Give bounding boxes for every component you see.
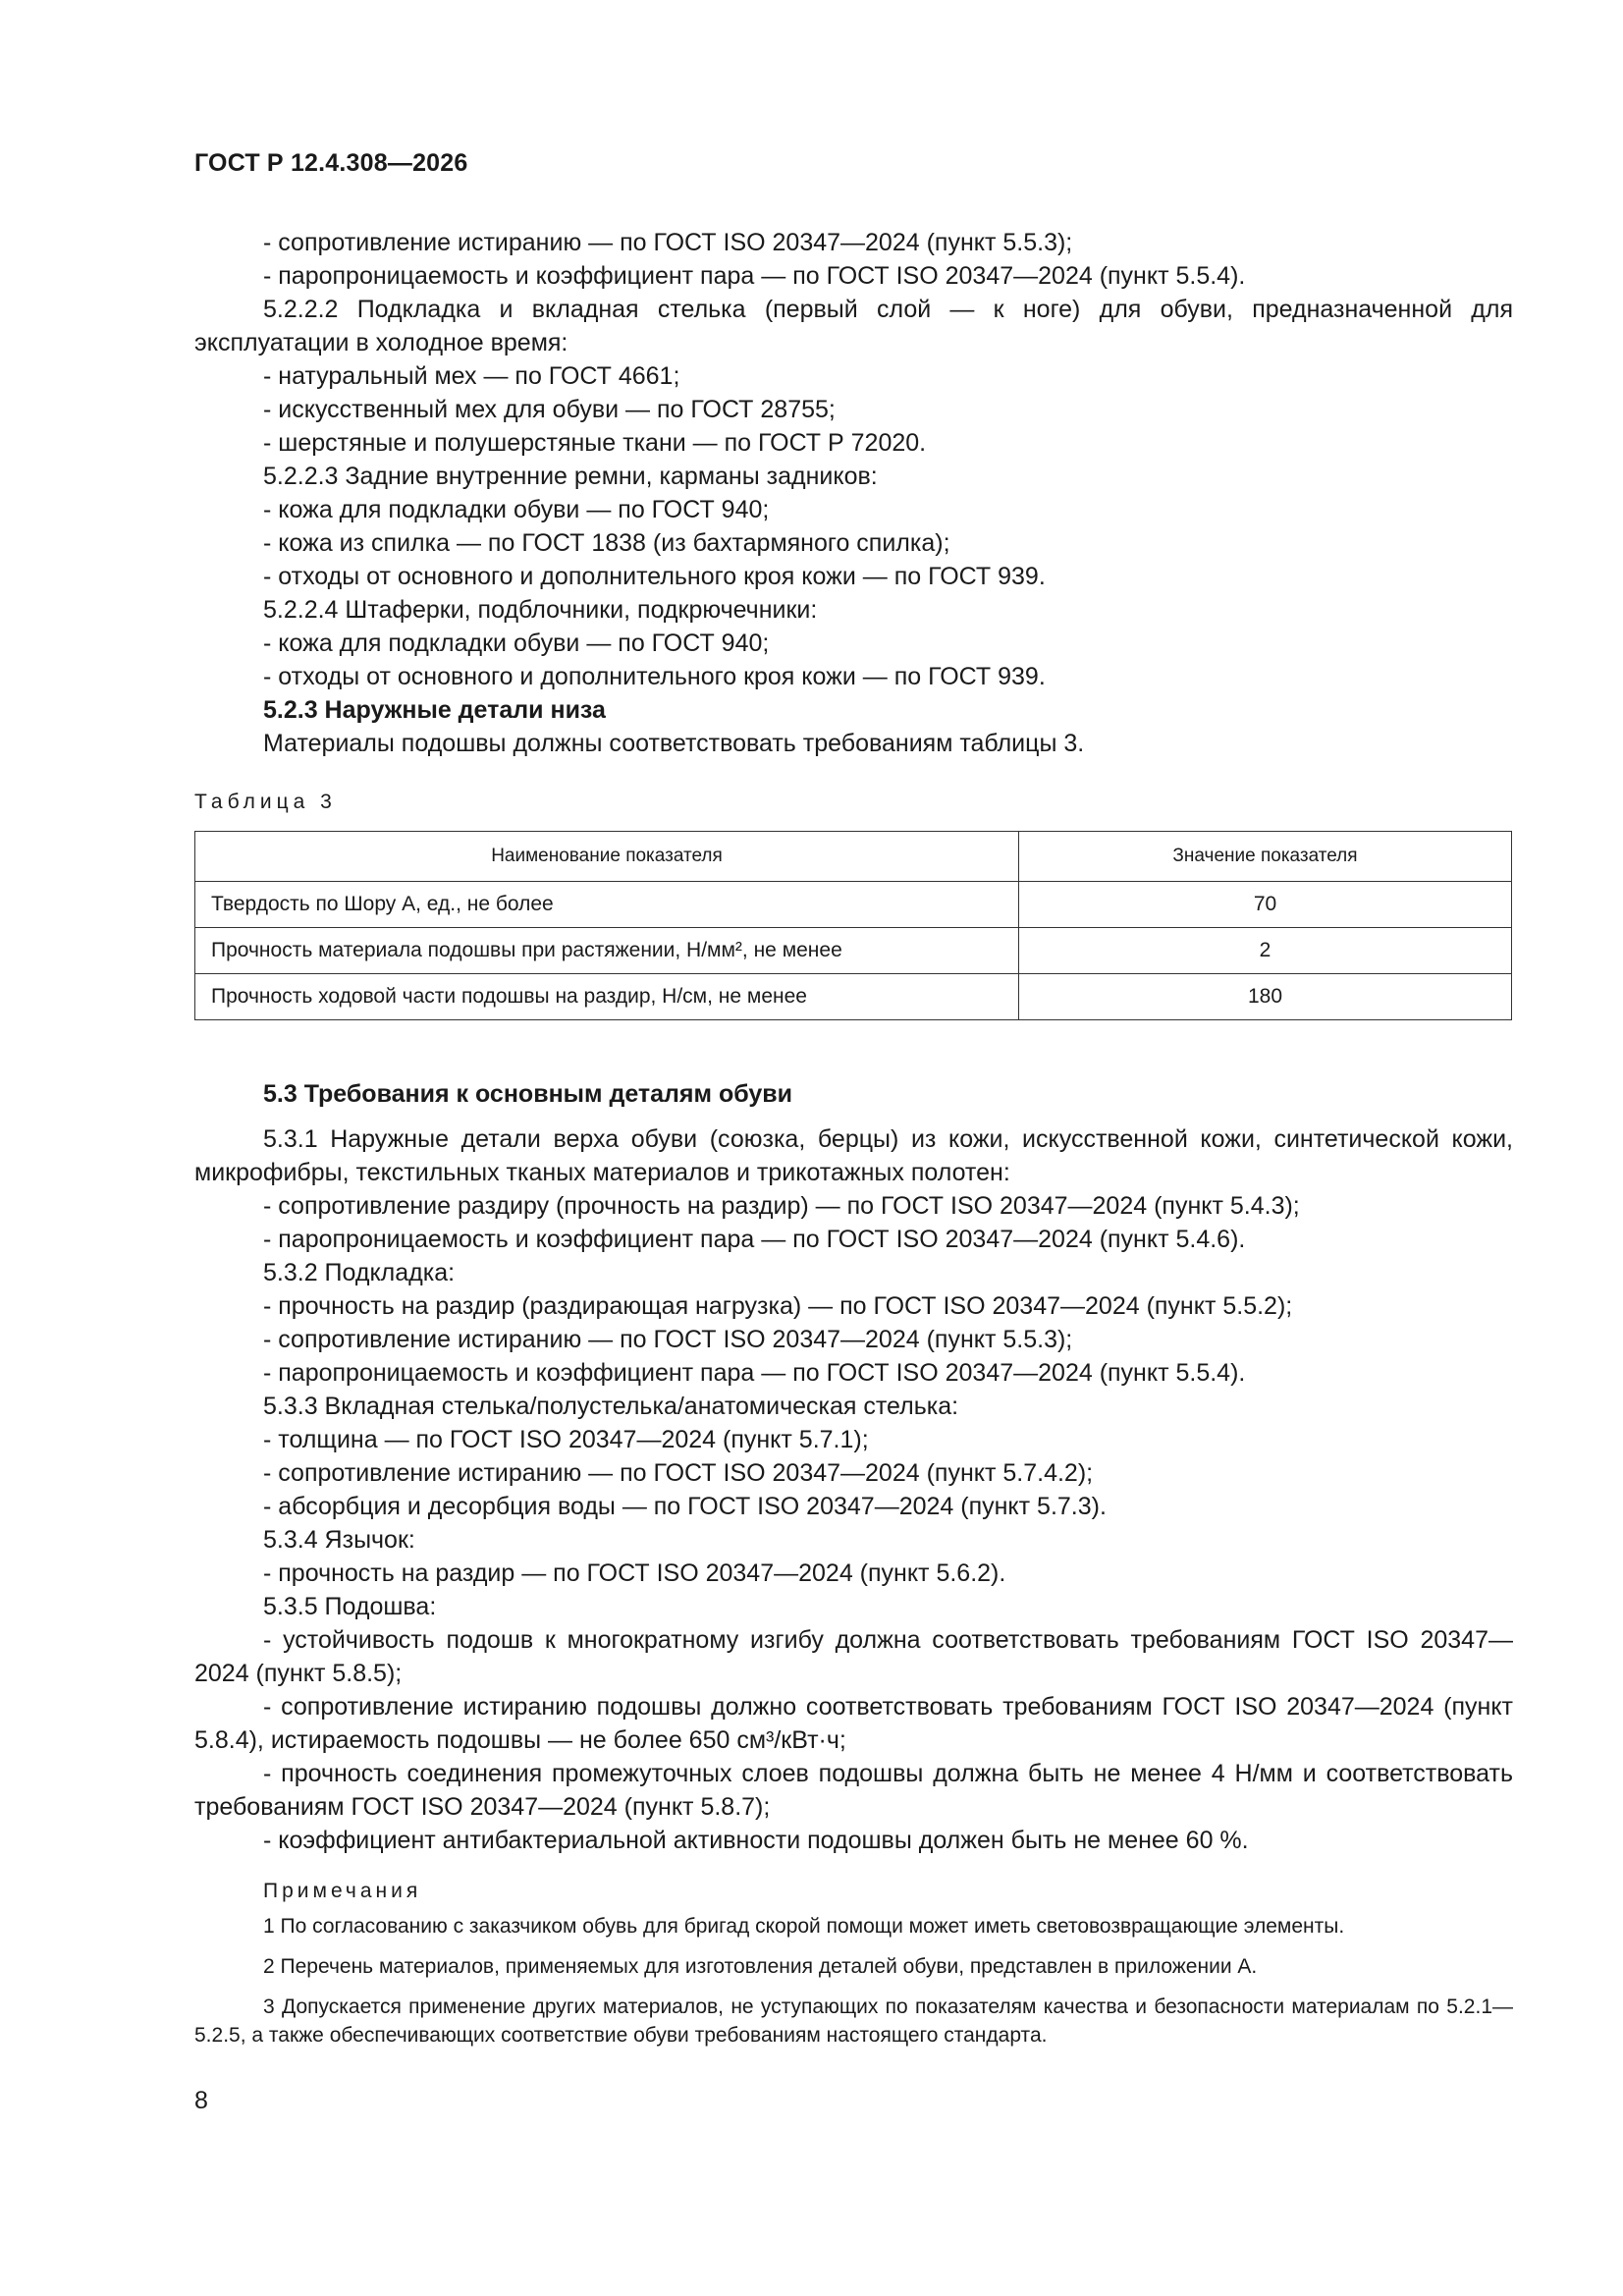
- list-item: - кожа из спилка — по ГОСТ 1838 (из бахтармяного спилка);: [263, 529, 950, 557]
- list-item: - натуральный мех — по ГОСТ 4661;: [263, 362, 680, 390]
- paragraph-5-2-2-2: 5.2.2.2 Подкладка и вкладная стелька (первый слой — к ноге) для обуви, предназначенной для эксплуатации в холодное время:: [194, 296, 1513, 356]
- table-3: [194, 831, 1512, 1020]
- sole-requirement: - прочность соединения промежуточных слоев подошвы должна быть не менее 4 Н/мм и соответствовать требованиям ГОСТ ISO 20347—2024 (пункт 5.8.7);: [194, 1760, 1513, 1821]
- subclause-heading: 5.3.4 Язычок:: [263, 1526, 415, 1554]
- page-content: [194, 226, 1513, 2061]
- list-item: - шерстяные и полушерстяные ткани — по ГОСТ Р 72020.: [263, 429, 927, 457]
- list-item: - паропроницаемость и коэффициент пара — по ГОСТ ISO 20347—2024 (пункт 5.4.6).: [263, 1226, 1246, 1253]
- list-item: - сопротивление истиранию — по ГОСТ ISO 20347—2024 (пункт 5.5.3);: [263, 229, 1073, 256]
- list-item: - сопротивление раздиру (прочность на раздир) — по ГОСТ ISO 20347—2024 (пункт 5.4.3);: [263, 1192, 1300, 1220]
- list-item: - кожа для подкладки обуви — по ГОСТ 940;: [263, 629, 770, 657]
- section-5-3-title: 5.3 Требования к основным деталям обуви: [263, 1080, 792, 1108]
- sole-requirement: - сопротивление истиранию подошвы должно соответствовать требованиям ГОСТ ISO 20347—2024 (пункт 5.8.4), истираемость подошвы — не более 650 см³/кВт·ч;: [194, 1693, 1513, 1754]
- list-item: - толщина — по ГОСТ ISO 20347—2024 (пункт 5.7.1);: [263, 1426, 869, 1453]
- note-item: 3 Допускается применение других материалов, не уступающих по показателям качества и безопасности материалам по 5.2.1—5.2.5, а также обеспечивающих соответствие обуви требованиям настоящего стандарта.: [194, 1995, 1513, 2047]
- table-caption: Таблица 3: [194, 791, 337, 813]
- table-cell: Твердость по Шору А, ед., не более: [195, 882, 1019, 928]
- notes-title: Примечания: [263, 1880, 422, 1902]
- paragraph-5-3-1: 5.3.1 Наружные детали верха обуви (союзка, берцы) из кожи, искусственной кожи, синтетической кожи, микрофибры, текстильных тканых материалов и трикотажных полотен:: [194, 1125, 1513, 1186]
- list-item: - абсорбция и десорбция воды — по ГОСТ ISO 20347—2024 (пункт 5.7.3).: [263, 1493, 1107, 1520]
- table-cell: 70: [1019, 882, 1512, 928]
- list-item: - отходы от основного и дополнительного кроя кожи — по ГОСТ 939.: [263, 663, 1046, 690]
- section-5-2-3-text: Материалы подошвы должны соответствовать требованиям таблицы 3.: [263, 730, 1085, 757]
- table-row: [195, 882, 1512, 928]
- list-item: - прочность на раздир — по ГОСТ ISO 20347—2024 (пункт 5.6.2).: [263, 1559, 1006, 1587]
- table-header-cell: Значение показателя: [1019, 832, 1512, 882]
- subclause-heading: 5.3.3 Вкладная стелька/полустелька/анатомическая стелька:: [263, 1393, 959, 1420]
- list-item: - паропроницаемость и коэффициент пара — по ГОСТ ISO 20347—2024 (пункт 5.5.4).: [263, 1359, 1246, 1387]
- page-number: 8: [194, 2087, 208, 2114]
- table-cell: Прочность материала подошвы при растяжении, Н/мм², не менее: [195, 928, 1019, 974]
- table-cell: Прочность ходовой части подошвы на раздир, Н/см, не менее: [195, 974, 1019, 1020]
- sole-requirement: - устойчивость подошв к многократному изгибу должна соответствовать требованиям ГОСТ ISO 20347—2024 (пункт 5.8.5);: [194, 1626, 1513, 1687]
- note-item: 1 По согласованию с заказчиком обувь для бригад скорой помощи может иметь световозвращающие элементы.: [263, 1915, 1345, 1938]
- table-row: [195, 928, 1512, 974]
- subclause-heading: 5.2.2.3 Задние внутренние ремни, карманы задников:: [263, 463, 878, 490]
- list-item: - прочность на раздир (раздирающая нагрузка) — по ГОСТ ISO 20347—2024 (пункт 5.5.2);: [263, 1292, 1293, 1320]
- note-item: 2 Перечень материалов, применяемых для изготовления деталей обуви, представлен в приложении А.: [263, 1955, 1258, 1978]
- list-item: - паропроницаемость и коэффициент пара — по ГОСТ ISO 20347—2024 (пункт 5.5.4).: [263, 262, 1246, 290]
- page-header-title: ГОСТ Р 12.4.308—2026: [194, 149, 468, 177]
- subclause-heading: 5.2.2.4 Штаферки, подблочники, подкрючечники:: [263, 596, 818, 624]
- list-item: - кожа для подкладки обуви — по ГОСТ 940;: [263, 496, 770, 523]
- list-item: - искусственный мех для обуви — по ГОСТ 28755;: [263, 396, 836, 423]
- table-cell: 2: [1019, 928, 1512, 974]
- list-item: - сопротивление истиранию — по ГОСТ ISO 20347—2024 (пункт 5.5.3);: [263, 1326, 1073, 1353]
- table-cell: 180: [1019, 974, 1512, 1020]
- table-header-row: [195, 832, 1512, 882]
- sole-requirement: - коэффициент антибактериальной активности подошвы должен быть не менее 60 %.: [263, 1827, 1249, 1854]
- subclause-heading: 5.3.2 Подкладка:: [263, 1259, 456, 1286]
- section-5-2-3-title: 5.2.3 Наружные детали низа: [263, 696, 606, 724]
- subclause-heading: 5.3.5 Подошва:: [263, 1593, 437, 1620]
- table-header-cell: Наименование показателя: [195, 832, 1019, 882]
- list-item: - сопротивление истиранию — по ГОСТ ISO 20347—2024 (пункт 5.7.4.2);: [263, 1459, 1094, 1487]
- list-item: - отходы от основного и дополнительного кроя кожи — по ГОСТ 939.: [263, 563, 1046, 590]
- table-row: [195, 974, 1512, 1020]
